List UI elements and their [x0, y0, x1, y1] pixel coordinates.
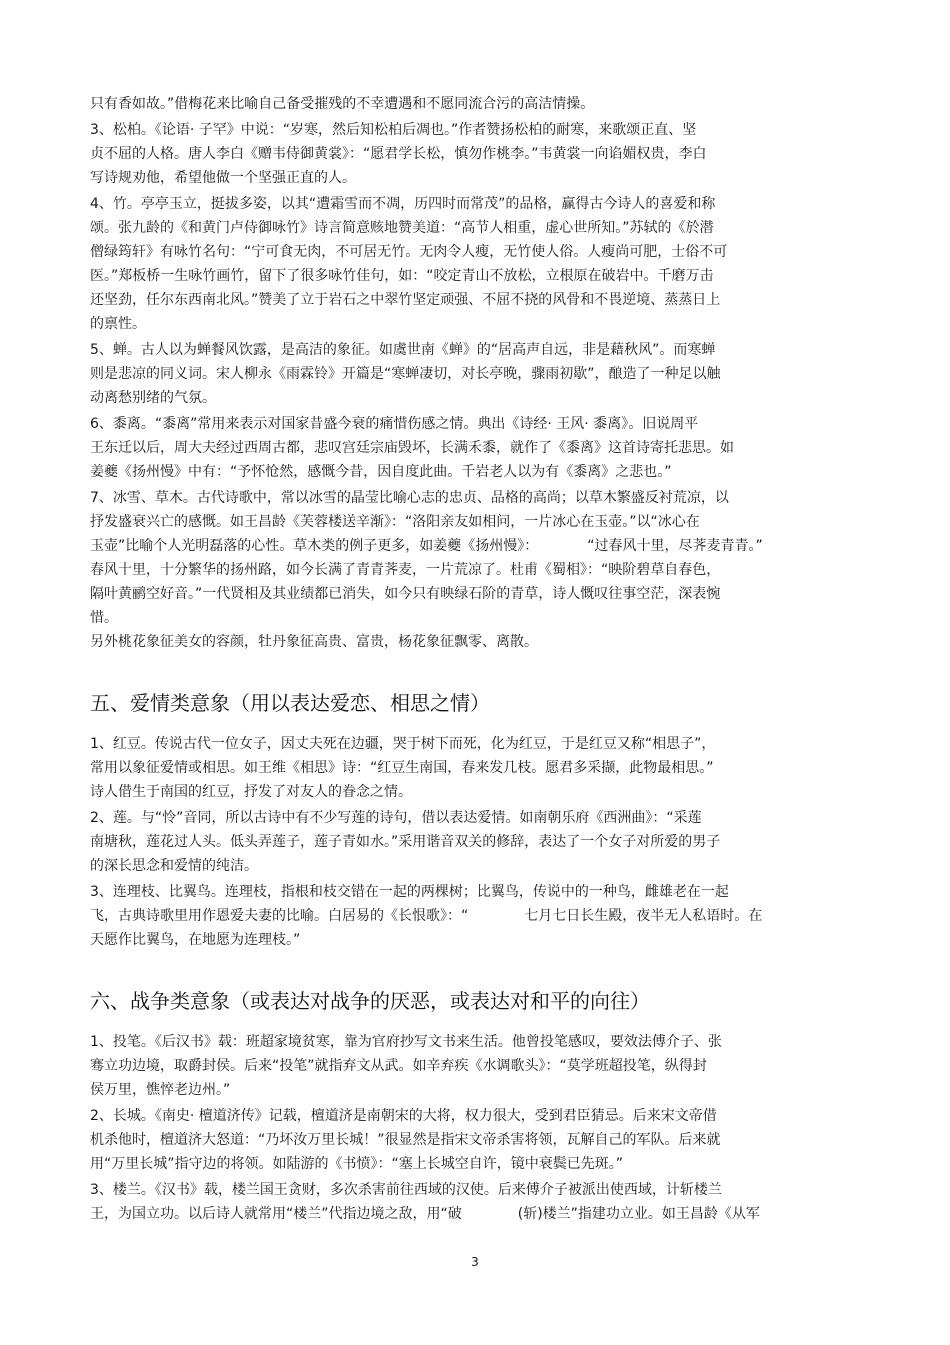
text-line: 惜。 — [90, 610, 118, 626]
text-line: 常用以象征爱情或相思。如王维《相思》诗：“红豆生南国，春来发几枝。愿君多采撷，此物最相思。” — [90, 760, 714, 776]
text-line: 1、投笔。《后汉书》载：班超家境贫寒，靠为官府抄写文书来生活。他曾投笔感叹，要效法傅介子、张 — [90, 1034, 722, 1050]
text-line: 3、松柏。《论语· 子罕》中说：“岁寒，然后知松柏后凋也。”作者赞扬松柏的耐寒，来歌颂正直、坚 — [90, 122, 697, 138]
text-line: 7、冰雪、草木。古代诗歌中，常以冰雪的晶莹比喻心志的忠贞、品格的高尚；以草木繁盛反衬荒凉，以 — [90, 490, 729, 506]
text-line: 侯万里，憔悴老边州。” — [90, 1082, 231, 1098]
text-line: 另外桃花象征美女的容颜，牡丹象征高贵、富贵，杨花象征飘零、离散。 — [90, 634, 538, 650]
text-line: 6、黍离。“黍离”常用来表示对国家昔盛今衰的痛惜伤感之情。典出《诗经· 王风· 黍离》。旧说周平 — [90, 416, 699, 432]
text-line: 3、连理枝、比翼鸟。连理枝，指根和枝交错在一起的两棵树；比翼鸟，传说中的一种鸟，雌雄老在一起 — [90, 884, 729, 900]
text-line: 骞立功边境，取爵封侯。后来“投笔”就指弃文从武。如辛弃疾《水调歌头》：“莫学班超投笔，纵得封 — [90, 1058, 707, 1074]
text-line: 动离愁别绪的气氛。 — [90, 390, 216, 406]
page-content — [90, 92, 850, 1226]
section-love-imagery — [90, 688, 850, 952]
text-line: 2、莲。与“怜”音同，所以古诗中有不少写莲的诗句，借以表达爱情。如南朝乐府《西洲曲》：“采莲 — [90, 810, 702, 826]
text-line: 则是悲凉的同义词。宋人柳永《雨霖铃》开篇是“寒蝉凄切，对长亭晚，骤雨初歇”，酿造了一种足以触 — [90, 366, 721, 382]
page-number: 3 — [471, 1255, 479, 1269]
text-line: 5、蝉。古人以为蝉餐风饮露，是高洁的象征。如虞世南《蝉》的“居高声自远，非是藉秋风”。而寒蝉 — [90, 342, 716, 358]
text-line: 1、红豆。传说古代一位女子，因丈夫死在边疆，哭于树下而死，化为红豆，于是红豆又称“相思子”， — [90, 736, 716, 752]
text-line: 2、长城。《南史· 檀道济传》记载，檀道济是南朝宋的大将，权力很大，受到君臣猜忌。后来宋文帝借 — [90, 1108, 717, 1124]
text-line: 王，为国立功。以后诗人就常用“楼兰”代指边境之敌，用“破 (斩)楼兰”指建功立业。如王昌龄《从军 — [90, 1206, 760, 1222]
text-line: 3、楼兰。《汉书》载，楼兰国王贪财，多次杀害前往西域的汉使。后来傅介子被派出使西域，计斩楼兰 — [90, 1182, 722, 1198]
text-line: 的禀性。 — [90, 316, 146, 332]
text-line: 诗人借生于南国的红豆，抒发了对友人的眷念之情。 — [90, 784, 412, 800]
text-line: 抒发盛衰兴亡的感慨。如王昌龄《芙蓉楼送辛渐》：“洛阳亲友如相问，一片冰心在玉壶。”以“冰心在 — [90, 514, 700, 530]
text-line: 飞，古典诗歌里用作恩爱夫妻的比喻。白居易的《长恨歌》：“ 七月七日长生殿，夜半无人私语时。在 — [90, 908, 763, 924]
text-line: 还坚劲，任尔东西南北风。”赞美了立于岩石之中翠竹坚定顽强、不屈不挠的风骨和不畏逆境、蒸蒸日上 — [90, 292, 721, 308]
text-line: 僧绿筠轩》有咏竹名句：“宁可食无肉，不可居无竹。无肉令人瘦，无竹使人俗。人瘦尚可肥，士俗不可 — [90, 244, 728, 260]
text-line: 王东迁以后，周大夫经过西周古都，悲叹宫廷宗庙毁坏，长满禾黍，就作了《黍离》这首诗寄托悲思。如 — [90, 440, 734, 456]
text-line: 春风十里，十分繁华的扬州路，如今长满了青青荠麦，一片荒凉了。杜甫《蜀相》：“映阶碧草自春色， — [90, 562, 721, 578]
text-line: 写诗规劝他，希望他做一个坚强正直的人。 — [90, 170, 356, 186]
text-line: 用“万里长城”指守边的将领。如陆游的《书愤》：“塞上长城空自许，镜中衰鬓已先斑。” — [90, 1156, 624, 1172]
section-nature-imagery — [90, 92, 850, 654]
text-line: 的深长思念和爱情的纯洁。 — [90, 858, 258, 874]
text-line: 南塘秋，莲花过人头。低头弄莲子，莲子青如水。”采用谐音双关的修辞，表达了一个女子对所爱的男子 — [90, 834, 721, 850]
text-line: 隔叶黄鹂空好音。”一代贤相及其业绩都已消失，如今只有映绿石阶的青草，诗人慨叹往事空茫，深表惋 — [90, 586, 721, 602]
text-line: 机杀他时，檀道济大怒道：“乃坏汝万里长城！”很显然是指宋文帝杀害将领，瓦解自己的军队。后来就 — [90, 1132, 721, 1148]
text-line: 天愿作比翼鸟，在地愿为连理枝。” — [90, 932, 301, 948]
text-line: 贞不屈的人格。唐人李白《赠韦侍御黄裳》：“愿君学长松，慎勿作桃李。”韦黄裳一向谄媚权贵，李白 — [90, 146, 707, 162]
section-heading: 六、战争类意象（或表达对战争的厌恶，或表达对和平的向往） — [90, 989, 650, 1013]
text-line: 姜夔《扬州慢》中有：“予怀怆然，感慨今昔，因自度此曲。千岩老人以为有《黍离》之悲也。” — [90, 464, 672, 480]
text-line: 4、竹。亭亭玉立，挺拔多姿，以其“遭霜雪而不凋，历四时而常茂”的品格，赢得古今诗人的喜爱和称 — [90, 196, 716, 212]
text-line: 颂。张九龄的《和黄门卢侍御咏竹》诗言简意赅地赞美道：“高节人相重，虚心世所知。”苏轼的《於潜 — [90, 220, 714, 236]
text-line: 只有香如故。”借梅花来比喻自己备受摧残的不幸遭遇和不愿同流合污的高洁情操。 — [90, 96, 595, 112]
text-line: 玉壶”比喻个人光明磊落的心性。草木类的例子更多，如姜夔《扬州慢》： “过春风十里，尽荠麦青青。” — [90, 538, 763, 554]
section-heading: 五、爱情类意象（用以表达爱恋、相思之情） — [90, 691, 490, 715]
section-war-imagery — [90, 986, 850, 1226]
text-line: 医。”郑板桥一生咏竹画竹，留下了很多咏竹佳句，如：“咬定青山不放松，立根原在破岩中。千磨万击 — [90, 268, 714, 284]
